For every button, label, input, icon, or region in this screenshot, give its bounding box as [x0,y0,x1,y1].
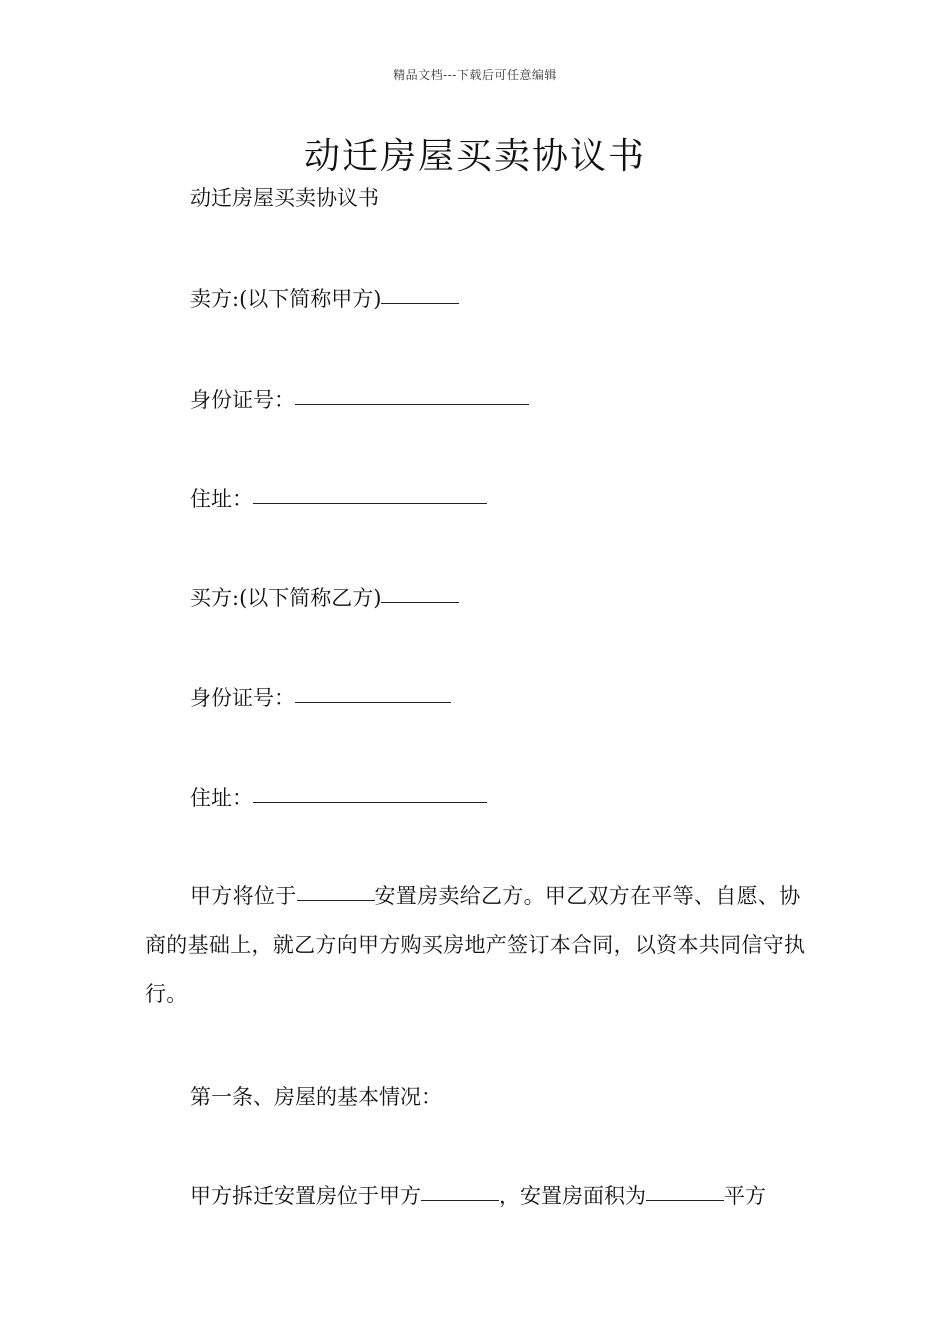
article1-text-1: 甲方拆迁安置房位于甲方 [190,1184,421,1208]
intro-paragraph [145,872,815,1019]
article1-location-blank [421,1199,499,1201]
buyer-address-label: 住址： [190,786,253,810]
intro-location-blank [297,899,375,901]
buyer-line [190,586,459,611]
article1-heading-text: 第一条、房屋的基本情况： [190,1085,442,1109]
seller-line [190,287,459,312]
article1-line [190,1184,766,1209]
seller-name-blank [381,302,459,304]
subtitle-text: 动迁房屋买卖协议书 [190,186,379,210]
article1-text-2: ，安置房面积为 [499,1184,646,1208]
buyer-label: 买方:(以下简称乙方) [190,586,382,610]
page-header: 精品文档---下载后可任意编辑 [393,68,557,82]
buyer-id-line [190,686,451,711]
document-title: 动迁房屋买卖协议书 [303,136,646,177]
buyer-id-blank [295,701,451,703]
seller-address-label: 住址： [190,487,253,511]
buyer-address-line [190,786,487,811]
article1-area-blank [646,1199,724,1201]
article1-heading [190,1085,442,1110]
seller-id-line [190,388,529,413]
intro-text-2: 安置房卖给乙方。甲乙双方在平等、自愿、协商的基础上，就乙方向甲方购买房地产签订本合同，以资本共同信守执行。 [145,884,806,1006]
intro-text-1: 甲方将位于 [190,884,297,908]
seller-label: 卖方:(以下简称甲方) [190,287,382,311]
buyer-address-blank [253,801,487,803]
seller-id-blank [295,403,529,405]
seller-address-line [190,487,487,512]
article1-text-3: 平方 [724,1184,766,1208]
buyer-name-blank [381,601,459,603]
seller-address-blank [253,502,487,504]
buyer-id-label: 身份证号： [190,686,295,710]
document-subtitle [190,186,379,211]
seller-id-label: 身份证号： [190,388,295,412]
